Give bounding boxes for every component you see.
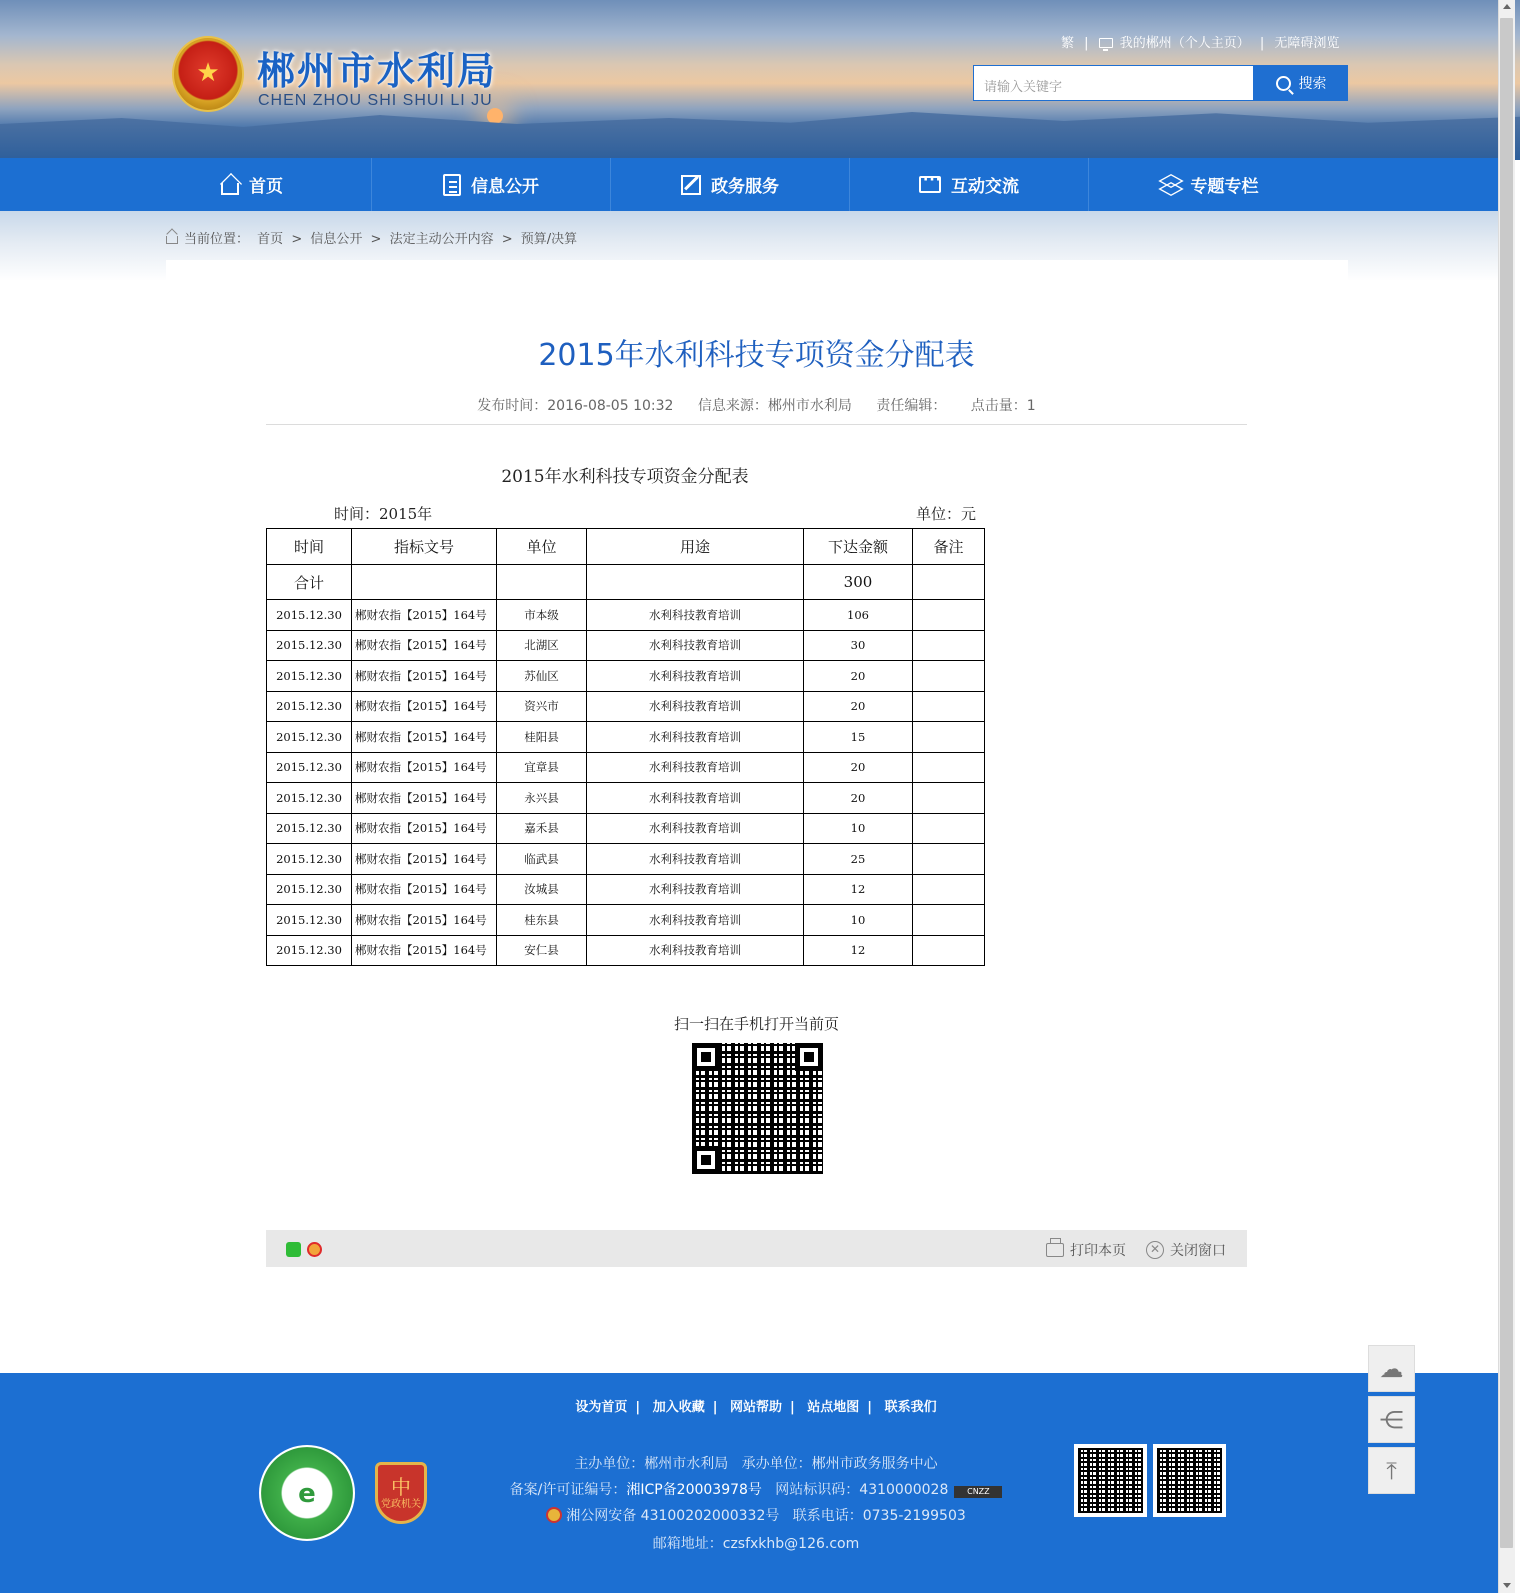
breadcrumb-separator: >: [370, 232, 382, 247]
cell-doc-number: 郴财农指【2015】164号: [352, 905, 497, 936]
table-cell: [497, 565, 587, 600]
cell-use: 水利科技教育培训: [587, 783, 804, 814]
breadcrumb: [166, 228, 581, 247]
table-row: [267, 874, 985, 905]
footer-phone: 联系电话：0735-2199503: [792, 1508, 966, 1524]
table-caption: 2015年水利科技专项资金分配表: [501, 467, 749, 487]
table-time: 时间：2015年: [334, 505, 433, 523]
footer-link-help[interactable]: 网站帮助: [729, 1400, 782, 1415]
top-links: [1058, 32, 1342, 51]
cell-date: 2015.12.30: [267, 905, 352, 936]
cell-amount: 10: [804, 813, 913, 844]
cell-use: 水利科技教育培训: [587, 600, 804, 631]
cell-date: 2015.12.30: [267, 661, 352, 692]
breadcrumb-item-home[interactable]: 首页: [257, 232, 284, 247]
table-cell: [913, 565, 985, 600]
breadcrumb-item-statutory[interactable]: 法定主动公开内容: [389, 232, 494, 247]
cell-unit: 桂阳县: [497, 722, 587, 753]
cell-unit: 宜章县: [497, 752, 587, 783]
breadcrumb-home-icon: [166, 236, 178, 244]
col-header-use: 用途: [587, 529, 804, 565]
side-back-to-top-button[interactable]: [1368, 1447, 1415, 1494]
cell-amount: 20: [804, 661, 913, 692]
nav-item-label: 专题专栏: [1190, 177, 1259, 197]
cell-amount: 12: [804, 935, 913, 966]
cell-unit: 桂东县: [497, 905, 587, 936]
cell-unit: 资兴市: [497, 691, 587, 722]
info-source: 信息来源：郴州市水利局: [697, 398, 852, 414]
nav-item-label: 互动交流: [951, 177, 1019, 197]
cell-use: 水利科技教育培训: [587, 661, 804, 692]
close-icon: ✕: [1146, 1241, 1164, 1259]
footer-link-separator: |: [635, 1400, 641, 1415]
table-row: [267, 630, 985, 661]
cell-note: [913, 935, 985, 966]
cell-use: 水利科技教育培训: [587, 935, 804, 966]
wechat-icon: ☁: [1379, 1354, 1404, 1383]
main-nav: [0, 158, 1498, 211]
cell-use: 水利科技教育培训: [587, 813, 804, 844]
cell-date: 2015.12.30: [267, 783, 352, 814]
cell-use: 水利科技教育培训: [587, 874, 804, 905]
footer-links: [0, 1396, 1512, 1415]
cell-amount: 12: [804, 874, 913, 905]
cell-amount: 10: [804, 905, 913, 936]
cnzz-stats-icon[interactable]: CNZZ: [954, 1486, 1002, 1498]
home-icon: [221, 183, 239, 195]
title-divider: [266, 424, 1247, 425]
cell-note: [913, 813, 985, 844]
footer-email-line: [0, 1533, 1512, 1553]
cell-note: [913, 783, 985, 814]
site-title[interactable]: 郴州市水利局: [257, 49, 498, 93]
cell-amount: 25: [804, 844, 913, 875]
cell-note: [913, 844, 985, 875]
my-chenzhou-link[interactable]: 我的郴州（个人主页）: [1119, 36, 1250, 51]
accessible-browsing-link[interactable]: 无障碍浏览: [1274, 36, 1340, 51]
table-row: [267, 691, 985, 722]
cell-doc-number: 郴财农指【2015】164号: [352, 935, 497, 966]
table-row: [267, 783, 985, 814]
cell-date: 2015.12.30: [267, 813, 352, 844]
print-icon: [1046, 1243, 1064, 1257]
cell-amount: 30: [804, 630, 913, 661]
header-sun-decoration: [487, 108, 503, 124]
cell-note: [913, 600, 985, 631]
print-page-button[interactable]: [1046, 1240, 1126, 1260]
footer-link-add-favorite[interactable]: 加入收藏: [652, 1400, 705, 1415]
footer-qr-code: [1074, 1444, 1147, 1517]
print-label: 打印本页: [1070, 1243, 1126, 1259]
breadcrumb-separator: >: [291, 232, 303, 247]
cell-unit: 市本级: [497, 600, 587, 631]
breadcrumb-prefix: 当前位置：: [184, 232, 250, 247]
cell-doc-number: 郴财农指【2015】164号: [352, 630, 497, 661]
table-total-row: [267, 565, 985, 600]
table-row: [267, 905, 985, 936]
click-count: 点击量：1: [970, 398, 1036, 414]
scroll-up-arrow-icon[interactable]: [1503, 4, 1511, 9]
cell-unit: 汝城县: [497, 874, 587, 905]
table-row: [267, 813, 985, 844]
footer-link-separator: |: [867, 1400, 873, 1415]
cell-use: 水利科技教育培训: [587, 905, 804, 936]
cell-doc-number: 郴财农指【2015】164号: [352, 691, 497, 722]
breadcrumb-item-info[interactable]: 信息公开: [310, 232, 363, 247]
cell-doc-number: 郴财农指【2015】164号: [352, 783, 497, 814]
col-header-note: 备注: [913, 529, 985, 565]
cell-date: 2015.12.30: [267, 935, 352, 966]
total-amount: 300: [804, 565, 913, 600]
cell-use: 水利科技教育培训: [587, 722, 804, 753]
table-row: [267, 844, 985, 875]
wechat-share-icon[interactable]: [286, 1242, 301, 1257]
cell-date: 2015.12.30: [267, 691, 352, 722]
share-icon: ⋲: [1379, 1405, 1404, 1434]
qr-finder-pattern: [692, 1043, 720, 1071]
table-row: [267, 935, 985, 966]
scroll-down-arrow-icon[interactable]: [1503, 1583, 1511, 1588]
cell-amount: 20: [804, 752, 913, 783]
footer-sponsor: 主办单位：郴州市水利局: [574, 1456, 729, 1472]
back-to-top-icon: ⤒: [1386, 1456, 1397, 1485]
cell-amount: 20: [804, 783, 913, 814]
cell-amount: 20: [804, 691, 913, 722]
cell-doc-number: 郴财农指【2015】164号: [352, 752, 497, 783]
cell-unit: 临武县: [497, 844, 587, 875]
header-mountains-decoration: [0, 100, 1520, 160]
footer-email: 邮箱地址：czsfxkhb@126.com: [652, 1536, 860, 1552]
footer-link-set-homepage[interactable]: 设为首页: [575, 1400, 628, 1415]
cell-use: 水利科技教育培训: [587, 752, 804, 783]
footer-link-separator: |: [790, 1400, 795, 1415]
search-button[interactable]: [1254, 65, 1348, 101]
chat-icon: [919, 176, 941, 193]
cell-date: 2015.12.30: [267, 874, 352, 905]
side-wechat-button[interactable]: [1368, 1345, 1415, 1392]
cell-use: 水利科技教育培训: [587, 630, 804, 661]
table-row: [267, 661, 985, 692]
breadcrumb-separator: >: [501, 232, 513, 247]
table-cell: [352, 565, 497, 600]
article-title: 2015年水利科技专项资金分配表: [538, 338, 975, 373]
cell-amount: 106: [804, 600, 913, 631]
footer-link-separator: |: [712, 1400, 718, 1415]
cell-note: [913, 874, 985, 905]
party-badge-label: 党政机关: [381, 1499, 421, 1510]
footer-link-sitemap[interactable]: 站点地图: [807, 1400, 860, 1415]
top-link-separator: |: [1084, 36, 1089, 51]
qr-finder-pattern: [692, 1146, 720, 1174]
footer-icp-line: [0, 1479, 1512, 1499]
table-cell: [587, 565, 804, 600]
side-share-button[interactable]: [1368, 1396, 1415, 1443]
police-badge-icon: [546, 1507, 562, 1523]
footer-police-line: [0, 1505, 1512, 1525]
cell-date: 2015.12.30: [267, 722, 352, 753]
cell-note: [913, 630, 985, 661]
cell-doc-number: 郴财农指【2015】164号: [352, 661, 497, 692]
cell-unit: 北湖区: [497, 630, 587, 661]
article-meta: [266, 395, 1247, 415]
cell-unit: 安仁县: [497, 935, 587, 966]
layers-icon: [1159, 174, 1181, 196]
cell-doc-number: 郴财农指【2015】164号: [352, 813, 497, 844]
col-header-amount: 下达金额: [804, 529, 913, 565]
table-row: [267, 752, 985, 783]
edit-icon: [681, 175, 701, 195]
close-window-button[interactable]: [1146, 1240, 1226, 1260]
cell-note: [913, 691, 985, 722]
traditional-chinese-link[interactable]: 繁: [1061, 36, 1075, 51]
nav-item-home[interactable]: [133, 158, 372, 211]
qr-finder-pattern: [795, 1043, 823, 1071]
col-header-time: 时间: [267, 529, 352, 565]
total-label: 合计: [267, 565, 352, 600]
table-header-row: [267, 529, 985, 565]
table-row: [267, 600, 985, 631]
footer-link-contact[interactable]: 联系我们: [884, 1400, 937, 1415]
nav-item-info-disclosure[interactable]: [372, 158, 611, 211]
scrollbar-thumb[interactable]: [1500, 18, 1513, 1548]
cell-note: [913, 722, 985, 753]
national-emblem-icon: ★: [172, 36, 244, 112]
cell-doc-number: 郴财农指【2015】164号: [352, 600, 497, 631]
nav-item-gov-services[interactable]: [611, 158, 850, 211]
table-row: [267, 722, 985, 753]
nav-item-label: 首页: [249, 177, 283, 197]
cell-use: 水利科技教育培训: [587, 844, 804, 875]
search-button-label: 搜索: [1298, 76, 1327, 92]
top-link-separator: |: [1259, 36, 1265, 51]
close-label: 关闭窗口: [1170, 1243, 1226, 1259]
party-gov-badge-icon[interactable]: 中 党政机关: [375, 1462, 427, 1524]
cell-note: [913, 752, 985, 783]
nav-item-interaction[interactable]: [850, 158, 1089, 211]
table-unit: 单位：元: [916, 505, 977, 523]
cell-amount: 15: [804, 722, 913, 753]
cell-date: 2015.12.30: [267, 844, 352, 875]
nav-item-special-topics[interactable]: [1089, 158, 1328, 211]
responsible-editor: 责任编辑：: [876, 398, 947, 414]
cell-use: 水利科技教育培训: [587, 691, 804, 722]
weibo-share-icon[interactable]: [307, 1242, 322, 1257]
footer-organizer: 承办单位：郴州市政务服务中心: [741, 1456, 938, 1472]
cell-doc-number: 郴财农指【2015】164号: [352, 722, 497, 753]
civilization-badge-icon[interactable]: e: [259, 1445, 355, 1541]
cell-unit: 嘉禾县: [497, 813, 587, 844]
search-icon: [1276, 76, 1291, 91]
nav-item-label: 信息公开: [471, 177, 539, 197]
footer-icp-label: 备案/许可证编号：: [509, 1482, 627, 1498]
search-input[interactable]: 请输入关键字: [973, 65, 1254, 101]
cell-doc-number: 郴财农指【2015】164号: [352, 874, 497, 905]
cell-unit: 永兴县: [497, 783, 587, 814]
footer-police-record[interactable]: 湘公网安备 43100202000332号: [566, 1508, 780, 1524]
publish-time: 发布时间：2016-08-05 10:32: [477, 398, 674, 414]
cell-date: 2015.12.30: [267, 630, 352, 661]
qr-label: 扫一扫在手机打开当前页: [673, 1015, 839, 1033]
footer-sponsor-line: [0, 1453, 1512, 1473]
page-qr-code: [692, 1043, 823, 1174]
document-icon: [443, 174, 461, 196]
breadcrumb-item-budget[interactable]: 预算/决算: [520, 232, 578, 247]
col-header-unit: 单位: [497, 529, 587, 565]
cell-note: [913, 661, 985, 692]
cell-doc-number: 郴财农指【2015】164号: [352, 844, 497, 875]
footer-qr-code: [1153, 1444, 1226, 1517]
cell-date: 2015.12.30: [267, 752, 352, 783]
monitor-icon: [1099, 38, 1113, 48]
cell-note: [913, 905, 985, 936]
footer-icp-link[interactable]: 湘ICP备20003978号: [626, 1482, 762, 1498]
footer-site-id: 网站标识码：4310000028: [775, 1482, 949, 1498]
cell-unit: 苏仙区: [497, 661, 587, 692]
fund-allocation-table: [266, 528, 985, 966]
site-subtitle: CHEN ZHOU SHI SHUI LI JU: [258, 92, 493, 109]
cell-date: 2015.12.30: [267, 600, 352, 631]
col-header-doc-number: 指标文号: [352, 529, 497, 565]
nav-item-label: 政务服务: [711, 177, 779, 197]
